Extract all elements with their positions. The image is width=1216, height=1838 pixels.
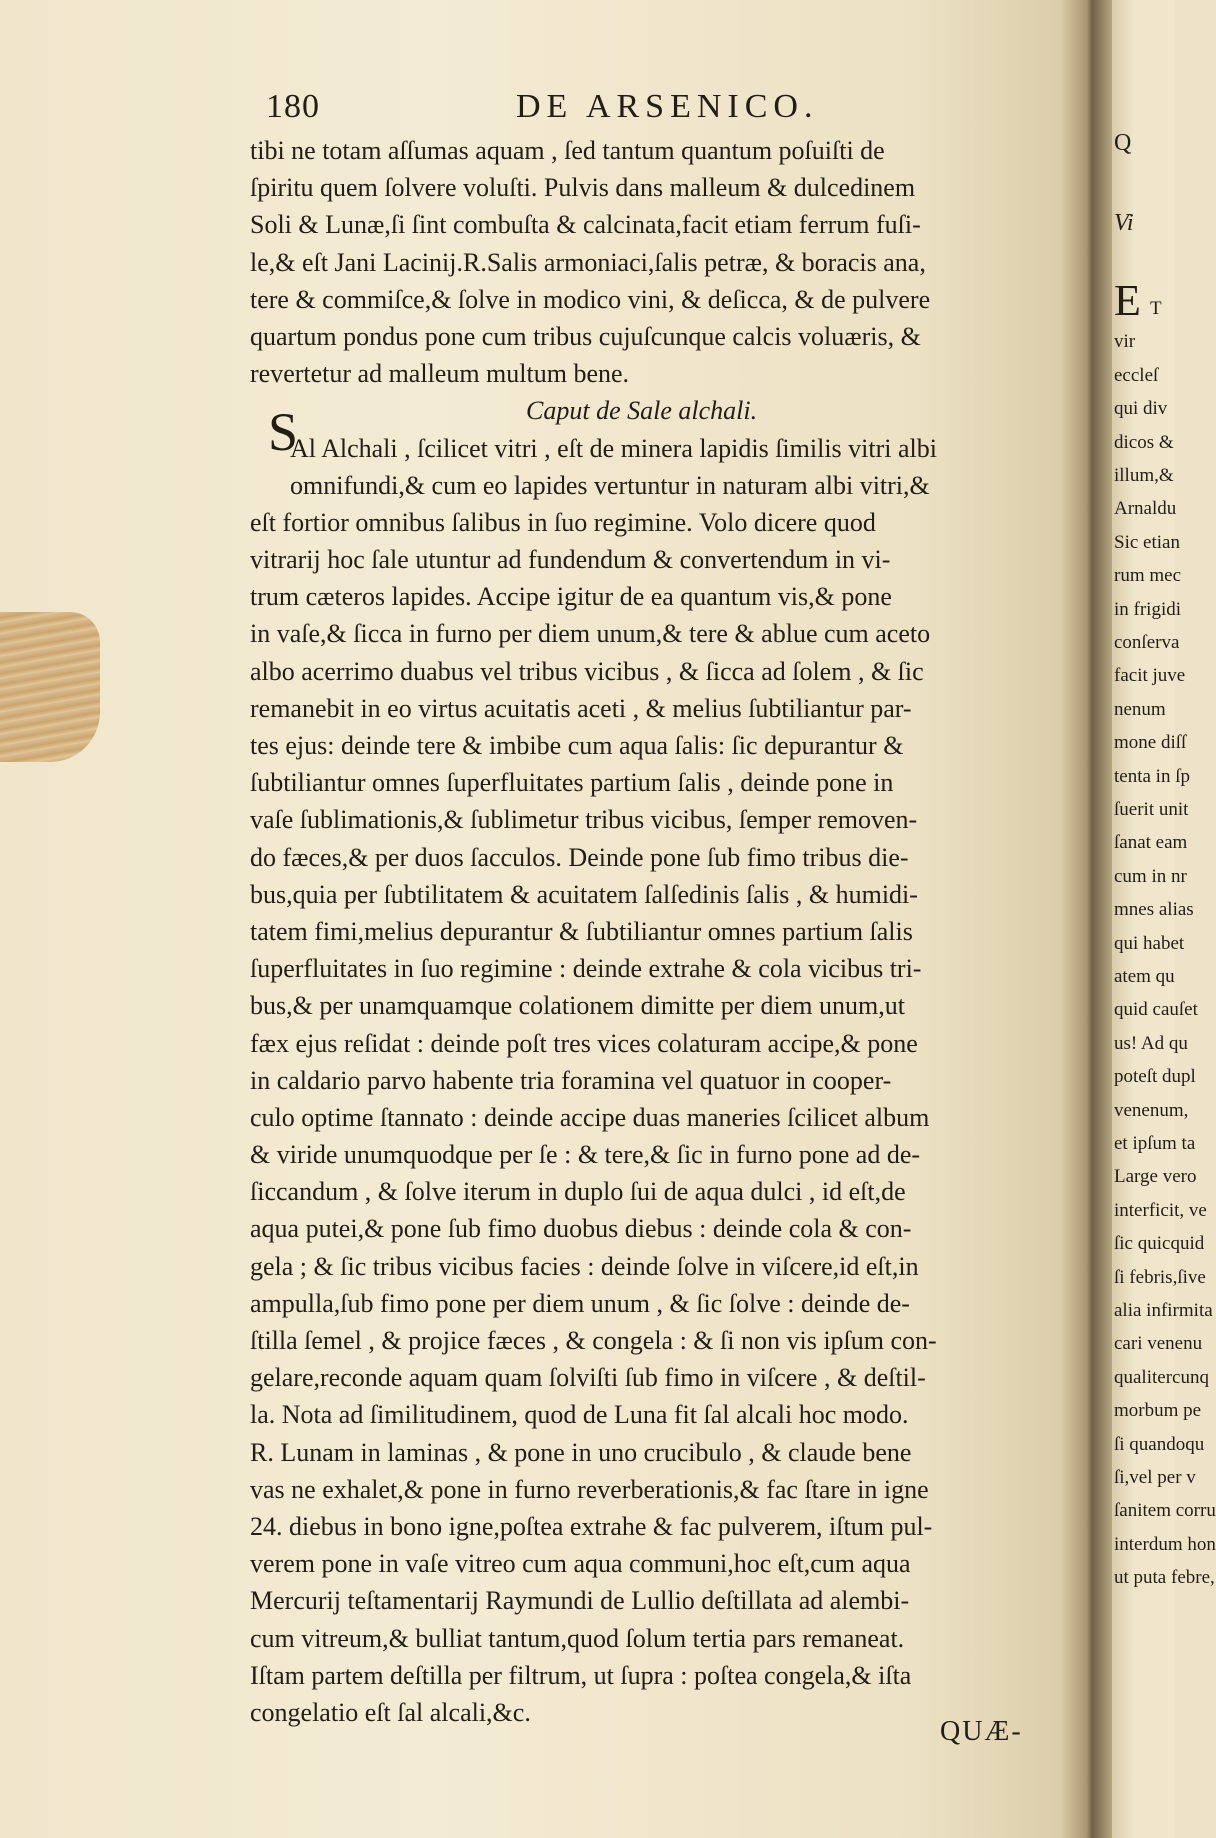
text-line: cum vitreum,& bulliat tantum,quod ſolum tertia pars remaneat. [250, 1623, 905, 1653]
text-line: tes ejus: deinde tere & imbibe cum aqua ſalis: ſic depurantur & [250, 731, 904, 760]
text-line: la. Nota ad ſimilitudinem, quod de Luna fit ſal alcali hoc modo. [250, 1400, 909, 1430]
right-page-line: atem qu [1114, 966, 1175, 987]
text-line: vaſe ſublimationis,& ſublimetur tribus vicibus, ſemper removen- [250, 805, 918, 835]
right-page-subhead: Vi [1114, 210, 1134, 236]
right-page-line: mone diſſ [1114, 732, 1187, 754]
right-page-line: qui habet [1114, 932, 1185, 954]
right-page-line: ſanitem corru [1114, 1500, 1216, 1522]
text-line: R. Lunam in laminas , & pone in uno crucibulo , & claude bene [250, 1437, 912, 1467]
text-line: quartum pondus pone cum tribus cujuſcunque calcis voluæris, & [250, 321, 921, 351]
text-line: congelatio eſt ſal alcali,&c. [250, 1697, 531, 1727]
text-line: Soli & Lunæ,ſi ſint combuſta & calcinata,facit etiam ferrum fuſi- [250, 210, 921, 240]
right-page-cap: E [1114, 276, 1141, 325]
text-line: bus,quia per ſubtilitatem & acuitatem ſalſedinis ſalis , & humidi- [250, 879, 918, 909]
right-page-line: poteſt dupl [1114, 1066, 1196, 1088]
right-page-line: ſuerit unit [1114, 799, 1189, 820]
text-line: 24. diebus in bono igne,poſtea extrahe & fac pulverem, iſtum pul- [250, 1511, 933, 1541]
right-page-line: ſi,vel per v [1114, 1467, 1196, 1488]
text-line: aqua putei,& pone ſub fimo duobus diebus : deinde cola & con- [250, 1214, 912, 1244]
right-page-line: Sic etian [1114, 531, 1180, 553]
right-page-line: facit juve [1114, 665, 1186, 687]
text-line: eſt fortior omnibus ſalibus in ſuo regimine. Volo dicere quod [250, 507, 876, 537]
text-line: revertetur ad malleum multum bene. [250, 359, 630, 389]
text-line: Al Alchali , ſcilicet vitri , eſt de minera lapidis ſimilis vitri albi [290, 433, 937, 463]
text-line: ſuperfluitates in ſuo regimine : deinde extrahe & cola vicibus tri- [250, 954, 922, 984]
page-body [250, 132, 1068, 1731]
right-page-line: ſi quandoqu [1114, 1433, 1205, 1455]
text-line: Iſtam partem deſtilla per filtrum, ut ſupra : poſtea congela,& iſta [250, 1660, 912, 1690]
right-page-line: ſanat eam [1114, 832, 1188, 854]
right-page-line: quid cauſet [1114, 999, 1198, 1021]
right-page-line: interficit, ve [1114, 1199, 1207, 1221]
right-page-line: vir [1114, 331, 1136, 353]
text-line: gela ; & ſic tribus vicibus facies : deinde ſolve in viſcere,id eſt,in [250, 1251, 919, 1281]
right-page-line: nenum [1114, 698, 1166, 720]
right-page-line: ſic quicquid [1114, 1233, 1205, 1255]
right-page-line: ut puta febre, [1114, 1567, 1215, 1589]
text-line: tere & commiſce,& ſolve in modico vini, & deſicca, & de pulvere [250, 284, 931, 314]
book-gutter [1062, 0, 1117, 1838]
right-page-line: mnes alias [1114, 899, 1194, 921]
right-page-head: Q [1114, 130, 1132, 156]
text-line: albo acerrimo duabus vel tribus vicibus , & ſicca ad ſolem , & ſic [250, 656, 924, 686]
right-page-line: conſerva [1114, 632, 1180, 653]
text-line: Mercurij teſtamentarij Raymundi de Lullio deſtillata ad alembi- [250, 1586, 910, 1616]
right-page-line: interdum hon [1114, 1533, 1216, 1555]
right-page-line: cari venenu [1114, 1333, 1203, 1355]
text-line: ſiccandum , & ſolve iterum in duplo ſui de aqua dulci , id eſt,de [250, 1177, 906, 1207]
right-page-line: rum mec [1114, 565, 1182, 587]
right-page-line: venenum, [1114, 1099, 1189, 1121]
text-line: & viride unumquodque per ſe : & tere,& ſic in furno pone ad de- [250, 1140, 921, 1170]
chapter-title: Caput de Sale alchali. [526, 396, 758, 426]
paper-tab [0, 612, 100, 762]
page-number: 180 [266, 88, 320, 125]
text-line: le,& eſt Jani Lacinij.R.Salis armoniaci,ſalis petræ, & boracis ana, [250, 247, 926, 277]
text-line: ſubtiliantur omnes ſuperfluitates partium ſalis , deinde pone in [250, 768, 894, 798]
text-line: omnifundi,& cum eo lapides vertuntur in naturam albi vitri,& [290, 470, 930, 500]
text-line: in caldario parvo habente tria foramina vel quatuor in cooper- [250, 1065, 892, 1095]
text-line: trum cæteros lapides. Accipe igitur de ea quantum vis,& pone [250, 582, 892, 612]
text-line: do fæces,& per duos ſacculos. Deinde pone ſub fimo tribus die- [250, 842, 909, 872]
right-page-line: qui div [1114, 398, 1168, 420]
catchword: QUÆ- [940, 1716, 1023, 1747]
right-page-line: T [1150, 298, 1162, 319]
right-page-line: dicos & [1114, 431, 1174, 453]
running-head: DE ARSENICO. [516, 88, 819, 125]
right-page-line: cum in nr [1114, 865, 1187, 887]
text-line: vas ne exhalet,& pone in furno reverberationis,& fac ſtare in igne [250, 1474, 929, 1504]
right-page-line: alia infirmita [1114, 1300, 1213, 1321]
text-line: remanebit in eo virtus acuitatis aceti , & melius ſubtiliantur par- [250, 693, 912, 723]
text-line: ſpiritu quem ſolvere voluſti. Pulvis dans malleum & dulcedinem [250, 173, 916, 203]
text-line: ampulla,ſub fimo pone per diem unum , & ſic ſolve : deinde de- [250, 1288, 910, 1318]
text-line: culo optime ſtannato : deinde accipe duas maneries ſcilicet album [250, 1102, 930, 1132]
text-line: tibi ne totam aſſumas aquam , ſed tantum quantum poſuiſti de [250, 136, 885, 165]
right-page-line: Arnaldu [1114, 498, 1177, 520]
text-line: bus,& per unamquamque colationem dimitte per diem unum,ut [250, 991, 905, 1021]
text-line: ſtilla ſemel , & projice fæces , & congela : & ſi non vis ipſum con- [250, 1326, 937, 1355]
right-page-line: illum,& [1114, 465, 1174, 486]
text-line: vitrarij hoc ſale utuntur ad fundendum & convertendum in vi- [250, 545, 891, 575]
right-page-line: Large vero [1114, 1166, 1197, 1188]
right-page-line: tenta in ſp [1114, 765, 1190, 787]
text-line: gelare,reconde aquam quam ſolviſti ſub fimo in viſcere , & deſtil- [250, 1363, 926, 1393]
right-page-line: us! Ad qu [1114, 1032, 1188, 1054]
right-page-line: eccleſ [1114, 364, 1159, 386]
text-line: tatem fimi,melius depurantur & ſubtiliantur omnes partium ſalis [250, 916, 913, 946]
text-line: fæx ejus reſidat : deinde poſt tres vices colaturam accipe,& pone [250, 1028, 918, 1058]
right-page-line: et ipſum ta [1114, 1133, 1196, 1154]
text-line: in vaſe,& ſicca in furno per diem unum,& tere & ablue cum aceto [250, 619, 931, 649]
right-page-line: morbum pe [1114, 1400, 1202, 1422]
text-line: verem pone in vaſe vitreo cum aqua communi,hoc eſt,cum aqua [250, 1549, 911, 1579]
right-page-line: ſi febris,ſive [1114, 1266, 1206, 1288]
right-page-line: qualitercunq [1114, 1366, 1209, 1388]
drop-cap: S [268, 402, 299, 462]
right-page-line: in frigidi [1114, 598, 1182, 620]
